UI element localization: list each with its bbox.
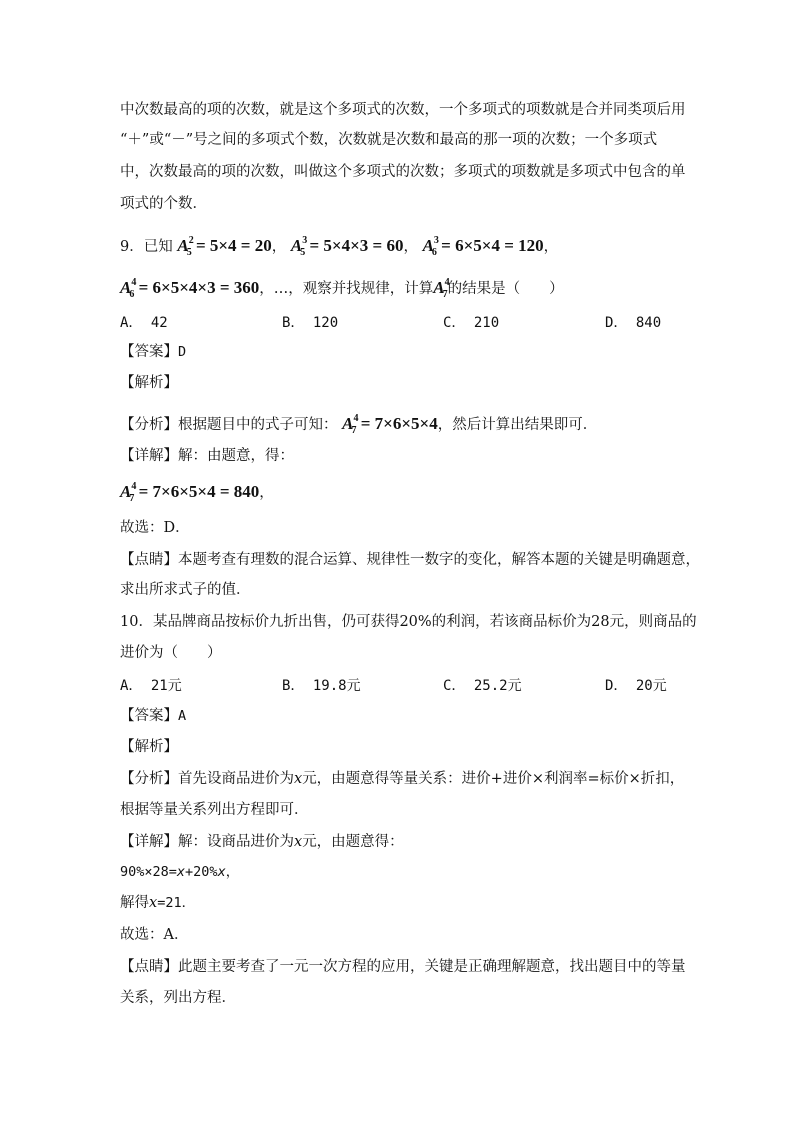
q10-stem-line-2: 进价为（ ） <box>120 645 222 661</box>
intro-line-4: 项式的个数． <box>120 196 207 212</box>
q10-answer: 【答案】A <box>120 708 187 724</box>
q9-stem-line-1: 9．已知 $A^2_5 = 5\times 4 = 20$， $A^3_5 = 5\times 4\times 3 = 60$， $A^3_6 = 6\times 5\times 4 = 120$， <box>120 235 559 258</box>
q10-variable-x: x <box>294 834 303 850</box>
q9-option-a: A． 42 <box>120 315 168 331</box>
q10-equation: 90%×28=x+20%x， <box>120 864 240 880</box>
intro-line-2: “＋”或“－”号之间的多项式个数，次数就是次数和最高的那一项的次数；一个多项式 <box>120 132 658 148</box>
q9-dianjing-line-2: 求出所求式子的值． <box>120 582 251 598</box>
q9-expr-3: $A^3_6 = 6\times 5\times 4 = 120$ <box>422 235 544 258</box>
q9-calc-expr: $A^4_7 = 7\times 6\times 5\times 4 = 840$ <box>120 481 260 504</box>
q9-calc: $A^4_7 = 7\times 6\times 5\times 4 = 840$， <box>120 481 274 504</box>
q9-option-b: B． 120 <box>282 315 339 331</box>
q9-fenxi: 【分析】根据题目中的式子可知： $A^4_7 = 7\times 6\times 5\times 4$，然后计算出结果即可． <box>120 413 598 436</box>
q10-conclusion: 故选：A． <box>120 927 189 943</box>
intro-line-1: 中次数最高的项的次数，就是这个多项式的次数，一个多项式的项数就是合并同类项后用 <box>120 102 686 118</box>
q9-expr-1: $A^2_5 = 5\times 4 = 20$ <box>177 235 272 258</box>
q9-answer: 【答案】D <box>120 344 187 360</box>
q9-prefix: 9．已知 <box>120 239 173 255</box>
q9-option-c: C． 210 <box>443 315 500 331</box>
q9-expr-2: $A^3_5 = 5\times 4\times 3 = 60$ <box>290 235 404 258</box>
q10-solution: 解得x=21． <box>120 895 196 911</box>
q9-xiangjie: 【详解】解：由题意，得： <box>120 448 294 464</box>
q10-variable-x: x <box>294 771 303 787</box>
q10-dianjing-line-1: 【点睛】此题主要考查了一元一次方程的应用，关键是正确理解题意，找出题目中的等量 <box>120 959 686 975</box>
q10-xiangjie: 【详解】解：设商品进价为x元，由题意得： <box>120 834 404 850</box>
q9-fenxi-expr: $A^4_7 = 7\times 6\times 5\times 4$ <box>342 413 438 436</box>
q10-fenxi-line-1: 【分析】首先设商品进价为x元，由题意得等量关系：进价+进价×利润率=标价×折扣， <box>120 771 685 787</box>
q9-dianjing-line-1: 【点睛】本题考查有理数的混合运算、规律性一数字的变化，解答本题的关键是明确题意， <box>120 552 700 568</box>
q9-conclusion: 故选：D． <box>120 520 190 536</box>
q9-expr-4: $A^4_6 = 6\times 5\times 4\times 3 = 360$ <box>120 277 260 300</box>
q10-analysis-heading: 【解析】 <box>120 739 178 755</box>
q9-analysis-heading: 【解析】 <box>120 375 178 391</box>
q9-ask-expr: $A^4_7$ <box>433 277 450 300</box>
q10-dianjing-line-2: 关系，列出方程． <box>120 990 236 1006</box>
q10-stem-line-1: 10．某品牌商品按标价九折出售，仍可获得20%的利润，若该商品标价为28元，则商品的 <box>120 614 697 630</box>
q9-option-d: D． 840 <box>605 315 662 331</box>
q9-stem-line-2: $A^4_6 = 6\times 5\times 4\times 3 = 360$，…，观察并找规律，计算$A^4_7$的结果是（ ） <box>120 277 564 300</box>
q10-option-c: C． 25.2元 <box>443 678 522 694</box>
q10-option-a: A． 21元 <box>120 678 182 694</box>
q10-fenxi-line-2: 根据等量关系列出方程即可． <box>120 802 309 818</box>
q10-option-b: B． 19.8元 <box>282 678 361 694</box>
q10-option-d: D． 20元 <box>605 678 667 694</box>
intro-line-3: 中，次数最高的项的次数，叫做这个多项式的次数；多项式的项数就是多项式中包含的单 <box>120 164 686 180</box>
